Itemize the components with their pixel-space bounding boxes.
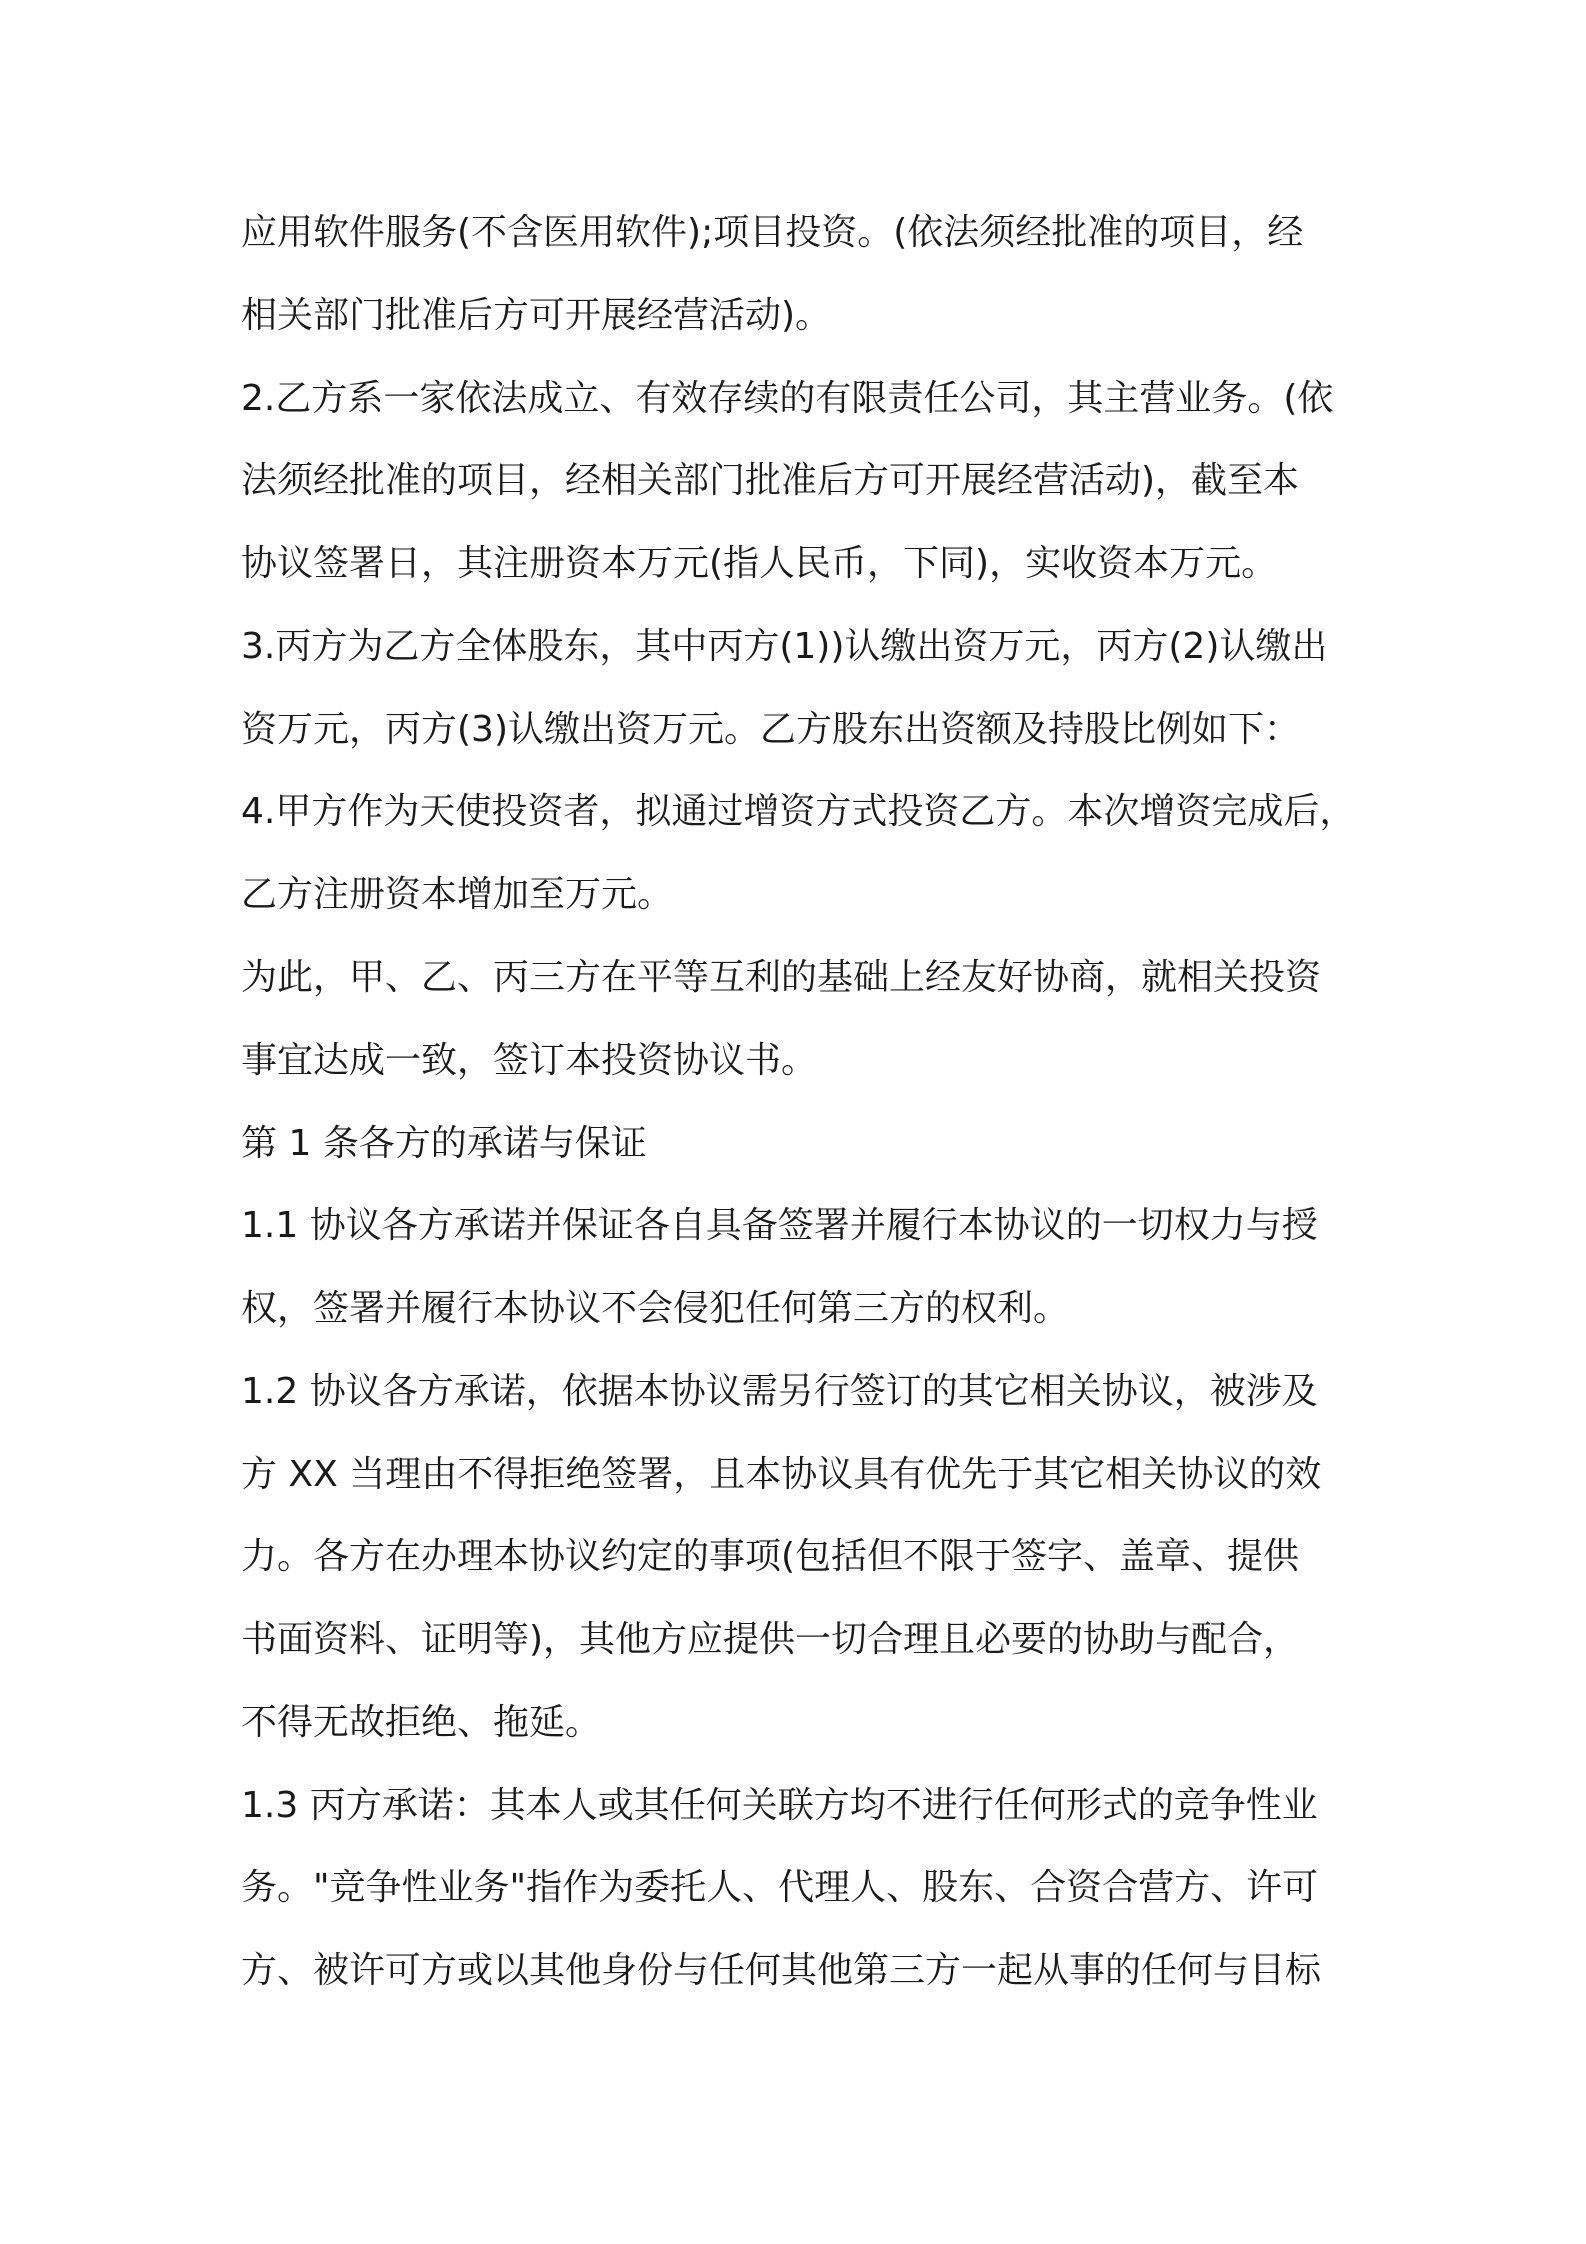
text-line: 方 XX 当理由不得拒绝签署，且本协议具有优先于其它相关协议的效 xyxy=(241,1454,1322,1495)
text-line: 务。"竞争性业务"指作为委托人、代理人、股东、合资合营方、许可 xyxy=(241,1867,1319,1908)
text-line: 应用软件服务(不含医用软件);项目投资。(依法须经批准的项目，经 xyxy=(241,212,1304,253)
text-line: 资万元，丙方(3)认缴出资万元。乙方股东出资额及持股比例如下： xyxy=(241,709,1300,750)
text-line: 法须经批准的项目，经相关部门批准后方可开展经营活动)，截至本 xyxy=(241,460,1300,501)
text-line: 力。各方在办理本协议约定的事项(包括但不限于签字、盖章、提供 xyxy=(241,1536,1300,1577)
text-line: 协议签署日，其注册资本万元(指人民币，下同)，实收资本万元。 xyxy=(241,543,1278,584)
text-line: 乙方注册资本增加至万元。 xyxy=(241,874,674,915)
text-line: 4.甲方作为天使投资者，拟通过增资方式投资乙方。本次增资完成后， xyxy=(241,791,1356,832)
text-line: 1.1 协议各方承诺并保证各自具备签署并履行本协议的一切权力与授 xyxy=(241,1205,1318,1246)
text-line: 书面资料、证明等)，其他方应提供一切合理且必要的协助与配合， xyxy=(241,1619,1300,1660)
text-line: 为此，甲、乙、丙三方在平等互利的基础上经友好协商，就相关投资 xyxy=(241,957,1322,998)
text-line: 1.2 协议各方承诺，依据本协议需另行签订的其它相关协议，被涉及 xyxy=(241,1371,1318,1412)
text-line: 1.3 丙方承诺：其本人或其任何关联方均不进行任何形式的竞争性业 xyxy=(241,1785,1318,1826)
text-line: 相关部门批准后方可开展经营活动)。 xyxy=(241,295,832,336)
text-line: 方、被许可方或以其他身份与任何其他第三方一起从事的任何与目标 xyxy=(241,1950,1322,1991)
section-heading: 第 1 条各方的承诺与保证 xyxy=(241,1123,647,1164)
text-line: 3.丙方为乙方全体股东，其中丙方(1))认缴出资万元，丙方(2)认缴出 xyxy=(241,626,1328,667)
text-line: 事宜达成一致，签订本投资协议书。 xyxy=(241,1040,818,1081)
text-line: 2.乙方系一家依法成立、有效存续的有限责任公司，其主营业务。(依 xyxy=(241,378,1334,419)
text-line: 不得无故拒绝、拖延。 xyxy=(241,1702,602,1743)
text-line: 权，签署并履行本协议不会侵犯任何第三方的权利。 xyxy=(241,1288,1070,1329)
